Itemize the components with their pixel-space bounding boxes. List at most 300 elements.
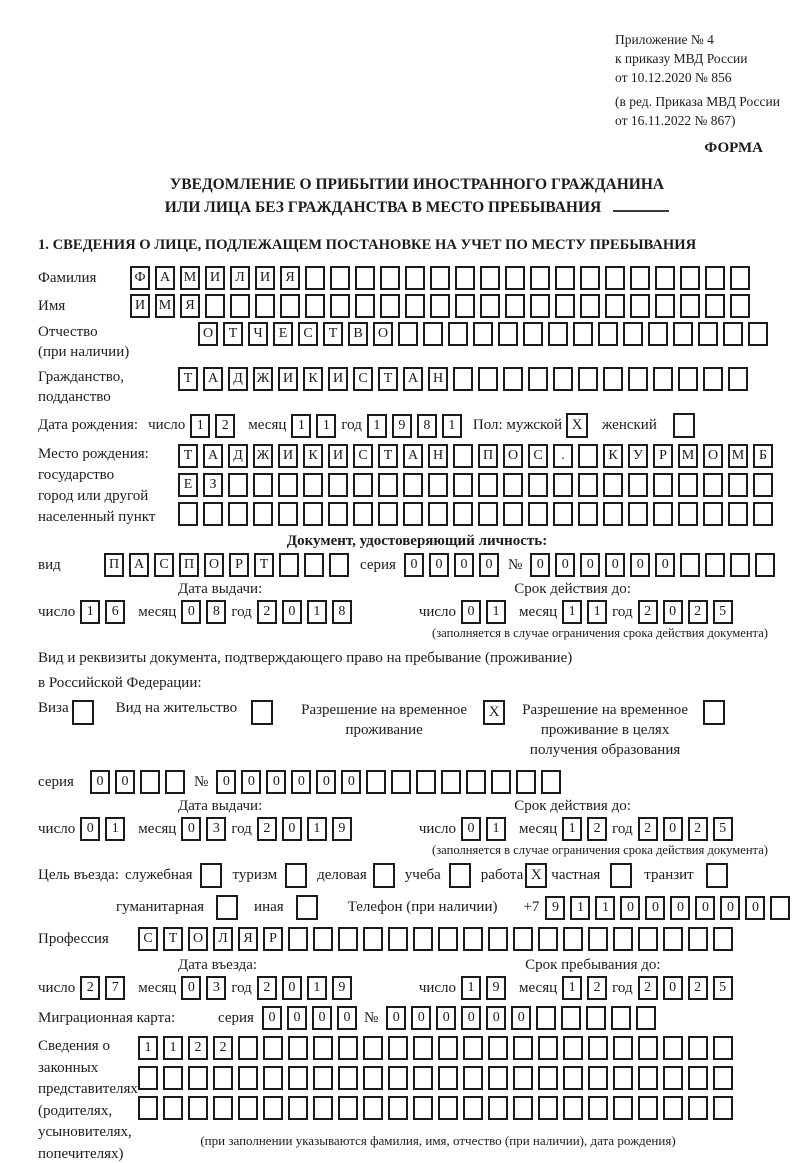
char-cell[interactable] xyxy=(178,502,198,526)
char-cell[interactable] xyxy=(538,1066,558,1090)
char-cell[interactable]: 5 xyxy=(713,976,733,1000)
char-cell[interactable]: О xyxy=(198,322,218,346)
char-cell[interactable]: 0 xyxy=(454,553,474,577)
char-cell[interactable]: И xyxy=(205,266,225,290)
char-cell[interactable] xyxy=(513,1096,533,1120)
char-cell[interactable]: 0 xyxy=(291,770,311,794)
char-cell[interactable]: 7 xyxy=(105,976,125,1000)
purpose-other-checkbox[interactable] xyxy=(296,895,318,920)
birth-day-cells[interactable] xyxy=(190,414,240,438)
char-cell[interactable]: А xyxy=(403,367,423,391)
char-cell[interactable]: И xyxy=(278,444,298,468)
char-cell[interactable] xyxy=(428,473,448,497)
char-cell[interactable] xyxy=(688,1096,708,1120)
char-cell[interactable]: П xyxy=(179,553,199,577)
char-cell[interactable] xyxy=(578,502,598,526)
char-cell[interactable]: 0 xyxy=(663,817,683,841)
char-cell[interactable] xyxy=(578,473,598,497)
char-cell[interactable] xyxy=(730,266,750,290)
char-cell[interactable] xyxy=(430,294,450,318)
migration-number-cells[interactable] xyxy=(386,1006,661,1030)
char-cell[interactable]: 3 xyxy=(206,817,226,841)
char-cell[interactable] xyxy=(630,294,650,318)
char-cell[interactable]: 0 xyxy=(461,600,481,624)
char-cell[interactable] xyxy=(663,1096,683,1120)
char-cell[interactable] xyxy=(538,1036,558,1060)
given-name-cells[interactable] xyxy=(130,294,755,318)
char-cell[interactable]: 9 xyxy=(392,414,412,438)
char-cell[interactable] xyxy=(478,473,498,497)
char-cell[interactable]: 0 xyxy=(266,770,286,794)
char-cell[interactable] xyxy=(488,1036,508,1060)
char-cell[interactable] xyxy=(498,322,518,346)
char-cell[interactable] xyxy=(253,502,273,526)
char-cell[interactable] xyxy=(513,1036,533,1060)
char-cell[interactable] xyxy=(488,1096,508,1120)
char-cell[interactable]: 0 xyxy=(312,1006,332,1030)
char-cell[interactable]: 1 xyxy=(562,600,582,624)
char-cell[interactable]: 2 xyxy=(188,1036,208,1060)
char-cell[interactable]: 9 xyxy=(486,976,506,1000)
purpose-transit-checkbox[interactable] xyxy=(706,863,728,888)
char-cell[interactable]: 1 xyxy=(316,414,336,438)
char-cell[interactable] xyxy=(728,502,748,526)
char-cell[interactable]: 0 xyxy=(486,1006,506,1030)
char-cell[interactable] xyxy=(430,266,450,290)
char-cell[interactable] xyxy=(403,473,423,497)
char-cell[interactable]: 2 xyxy=(638,817,658,841)
char-cell[interactable]: 8 xyxy=(332,600,352,624)
char-cell[interactable] xyxy=(463,1096,483,1120)
char-cell[interactable] xyxy=(428,502,448,526)
char-cell[interactable] xyxy=(705,294,725,318)
residence-valid-month-cells[interactable] xyxy=(562,817,612,841)
char-cell[interactable] xyxy=(363,1066,383,1090)
char-cell[interactable]: 0 xyxy=(645,896,665,920)
char-cell[interactable]: И xyxy=(328,367,348,391)
char-cell[interactable]: Л xyxy=(213,927,233,951)
visa-checkbox[interactable] xyxy=(72,700,94,725)
char-cell[interactable]: 5 xyxy=(713,600,733,624)
char-cell[interactable] xyxy=(548,322,568,346)
char-cell[interactable]: Р xyxy=(263,927,283,951)
doc-valid-day-cells[interactable] xyxy=(461,600,511,624)
char-cell[interactable]: 9 xyxy=(332,976,352,1000)
char-cell[interactable] xyxy=(528,502,548,526)
char-cell[interactable] xyxy=(330,294,350,318)
char-cell[interactable] xyxy=(280,294,300,318)
char-cell[interactable] xyxy=(453,444,473,468)
char-cell[interactable] xyxy=(480,266,500,290)
char-cell[interactable] xyxy=(305,266,325,290)
char-cell[interactable]: С xyxy=(528,444,548,468)
char-cell[interactable] xyxy=(580,294,600,318)
char-cell[interactable] xyxy=(480,294,500,318)
char-cell[interactable]: 2 xyxy=(257,817,277,841)
char-cell[interactable] xyxy=(138,1096,158,1120)
char-cell[interactable]: Е xyxy=(178,473,198,497)
profession-cells[interactable] xyxy=(138,927,738,951)
char-cell[interactable] xyxy=(723,322,743,346)
char-cell[interactable]: 2 xyxy=(688,600,708,624)
char-cell[interactable]: 1 xyxy=(486,817,506,841)
char-cell[interactable] xyxy=(491,770,511,794)
stay-day-cells[interactable] xyxy=(461,976,511,1000)
char-cell[interactable]: К xyxy=(303,367,323,391)
residence-issue-year-cells[interactable] xyxy=(257,817,357,841)
char-cell[interactable] xyxy=(363,927,383,951)
char-cell[interactable] xyxy=(380,266,400,290)
char-cell[interactable] xyxy=(753,473,773,497)
char-cell[interactable] xyxy=(730,553,750,577)
char-cell[interactable] xyxy=(628,367,648,391)
char-cell[interactable] xyxy=(638,1036,658,1060)
char-cell[interactable] xyxy=(653,367,673,391)
char-cell[interactable]: 0 xyxy=(429,553,449,577)
char-cell[interactable] xyxy=(538,1096,558,1120)
char-cell[interactable]: 2 xyxy=(688,817,708,841)
char-cell[interactable]: 0 xyxy=(216,770,236,794)
entry-year-cells[interactable] xyxy=(257,976,357,1000)
char-cell[interactable] xyxy=(278,502,298,526)
char-cell[interactable] xyxy=(353,473,373,497)
char-cell[interactable] xyxy=(638,1096,658,1120)
char-cell[interactable] xyxy=(713,927,733,951)
temp-residence-checkbox[interactable]: X xyxy=(483,700,505,725)
char-cell[interactable]: 8 xyxy=(417,414,437,438)
char-cell[interactable]: 0 xyxy=(663,976,683,1000)
char-cell[interactable]: А xyxy=(155,266,175,290)
char-cell[interactable] xyxy=(463,927,483,951)
char-cell[interactable]: 0 xyxy=(181,817,201,841)
char-cell[interactable] xyxy=(578,444,598,468)
char-cell[interactable] xyxy=(728,367,748,391)
char-cell[interactable] xyxy=(530,266,550,290)
char-cell[interactable] xyxy=(528,367,548,391)
char-cell[interactable]: Ч xyxy=(248,322,268,346)
char-cell[interactable] xyxy=(163,1066,183,1090)
char-cell[interactable] xyxy=(416,770,436,794)
char-cell[interactable] xyxy=(363,1036,383,1060)
char-cell[interactable]: 6 xyxy=(105,600,125,624)
residence-number-cells[interactable] xyxy=(216,770,566,794)
char-cell[interactable] xyxy=(438,1066,458,1090)
migration-series-cells[interactable] xyxy=(262,1006,362,1030)
char-cell[interactable]: Л xyxy=(230,266,250,290)
char-cell[interactable] xyxy=(305,294,325,318)
char-cell[interactable] xyxy=(263,1036,283,1060)
char-cell[interactable] xyxy=(678,473,698,497)
char-cell[interactable] xyxy=(338,1066,358,1090)
char-cell[interactable]: 0 xyxy=(511,1006,531,1030)
residence-issue-month-cells[interactable] xyxy=(181,817,231,841)
char-cell[interactable] xyxy=(770,896,790,920)
char-cell[interactable] xyxy=(638,1066,658,1090)
char-cell[interactable] xyxy=(213,1066,233,1090)
char-cell[interactable]: 0 xyxy=(663,600,683,624)
char-cell[interactable]: М xyxy=(678,444,698,468)
char-cell[interactable]: 2 xyxy=(587,817,607,841)
char-cell[interactable] xyxy=(413,1096,433,1120)
char-cell[interactable] xyxy=(503,473,523,497)
char-cell[interactable]: С xyxy=(154,553,174,577)
char-cell[interactable] xyxy=(313,1066,333,1090)
char-cell[interactable]: З xyxy=(203,473,223,497)
char-cell[interactable] xyxy=(463,1036,483,1060)
char-cell[interactable]: 2 xyxy=(80,976,100,1000)
char-cell[interactable] xyxy=(705,553,725,577)
char-cell[interactable] xyxy=(703,367,723,391)
char-cell[interactable] xyxy=(538,927,558,951)
char-cell[interactable] xyxy=(613,927,633,951)
char-cell[interactable] xyxy=(388,927,408,951)
char-cell[interactable] xyxy=(653,502,673,526)
stay-year-cells[interactable] xyxy=(638,976,738,1000)
sex-female-checkbox[interactable] xyxy=(673,413,695,438)
char-cell[interactable] xyxy=(213,1096,233,1120)
char-cell[interactable] xyxy=(238,1036,258,1060)
char-cell[interactable] xyxy=(503,502,523,526)
representatives-cells-row3[interactable] xyxy=(138,1096,738,1120)
citizenship-cells[interactable] xyxy=(178,367,753,391)
char-cell[interactable] xyxy=(663,1066,683,1090)
char-cell[interactable] xyxy=(678,502,698,526)
char-cell[interactable] xyxy=(636,1006,656,1030)
char-cell[interactable] xyxy=(438,1036,458,1060)
char-cell[interactable]: 0 xyxy=(115,770,135,794)
char-cell[interactable] xyxy=(453,367,473,391)
char-cell[interactable]: 1 xyxy=(570,896,590,920)
char-cell[interactable] xyxy=(363,1096,383,1120)
char-cell[interactable] xyxy=(378,502,398,526)
char-cell[interactable]: Ж xyxy=(253,367,273,391)
char-cell[interactable] xyxy=(503,367,523,391)
doc-issue-year-cells[interactable] xyxy=(257,600,357,624)
char-cell[interactable]: 0 xyxy=(90,770,110,794)
char-cell[interactable] xyxy=(441,770,461,794)
char-cell[interactable] xyxy=(528,473,548,497)
char-cell[interactable]: Е xyxy=(273,322,293,346)
char-cell[interactable]: Т xyxy=(223,322,243,346)
char-cell[interactable] xyxy=(553,502,573,526)
char-cell[interactable] xyxy=(255,294,275,318)
char-cell[interactable] xyxy=(586,1006,606,1030)
char-cell[interactable] xyxy=(303,473,323,497)
temp-residence-education-checkbox[interactable] xyxy=(703,700,725,725)
char-cell[interactable] xyxy=(563,1066,583,1090)
char-cell[interactable] xyxy=(713,1096,733,1120)
char-cell[interactable] xyxy=(288,1036,308,1060)
char-cell[interactable] xyxy=(205,294,225,318)
char-cell[interactable] xyxy=(623,322,643,346)
char-cell[interactable] xyxy=(391,770,411,794)
char-cell[interactable] xyxy=(505,266,525,290)
char-cell[interactable] xyxy=(288,1066,308,1090)
char-cell[interactable]: Д xyxy=(228,444,248,468)
char-cell[interactable] xyxy=(588,1066,608,1090)
char-cell[interactable]: Ж xyxy=(253,444,273,468)
char-cell[interactable] xyxy=(228,473,248,497)
char-cell[interactable] xyxy=(755,553,775,577)
char-cell[interactable] xyxy=(598,322,618,346)
char-cell[interactable] xyxy=(588,1036,608,1060)
char-cell[interactable]: 0 xyxy=(530,553,550,577)
char-cell[interactable] xyxy=(413,1066,433,1090)
char-cell[interactable]: Б xyxy=(753,444,773,468)
char-cell[interactable]: 0 xyxy=(479,553,499,577)
char-cell[interactable] xyxy=(238,1096,258,1120)
char-cell[interactable]: П xyxy=(478,444,498,468)
char-cell[interactable]: И xyxy=(130,294,150,318)
char-cell[interactable]: 9 xyxy=(545,896,565,920)
char-cell[interactable] xyxy=(703,473,723,497)
char-cell[interactable]: 3 xyxy=(206,976,226,1000)
doc-issue-day-cells[interactable] xyxy=(80,600,130,624)
purpose-tourism-checkbox[interactable] xyxy=(285,863,307,888)
char-cell[interactable]: 0 xyxy=(580,553,600,577)
char-cell[interactable]: 0 xyxy=(337,1006,357,1030)
char-cell[interactable]: 0 xyxy=(341,770,361,794)
char-cell[interactable] xyxy=(230,294,250,318)
char-cell[interactable] xyxy=(541,770,561,794)
char-cell[interactable]: 0 xyxy=(241,770,261,794)
char-cell[interactable]: С xyxy=(138,927,158,951)
char-cell[interactable] xyxy=(578,367,598,391)
char-cell[interactable] xyxy=(553,473,573,497)
char-cell[interactable] xyxy=(673,322,693,346)
char-cell[interactable] xyxy=(403,502,423,526)
char-cell[interactable]: Д xyxy=(228,367,248,391)
title-blank-line[interactable] xyxy=(613,198,669,212)
char-cell[interactable]: 0 xyxy=(181,976,201,1000)
representatives-cells-row1[interactable] xyxy=(138,1036,738,1060)
char-cell[interactable] xyxy=(513,1066,533,1090)
char-cell[interactable] xyxy=(713,1066,733,1090)
char-cell[interactable]: М xyxy=(180,266,200,290)
char-cell[interactable] xyxy=(303,502,323,526)
char-cell[interactable]: 0 xyxy=(695,896,715,920)
residence-permit-checkbox[interactable] xyxy=(251,700,273,725)
char-cell[interactable] xyxy=(680,266,700,290)
char-cell[interactable] xyxy=(580,266,600,290)
char-cell[interactable]: 1 xyxy=(562,976,582,1000)
char-cell[interactable]: С xyxy=(353,444,373,468)
char-cell[interactable] xyxy=(663,927,683,951)
char-cell[interactable] xyxy=(203,502,223,526)
char-cell[interactable] xyxy=(688,927,708,951)
doc-series-cells[interactable] xyxy=(404,553,504,577)
char-cell[interactable]: 0 xyxy=(745,896,765,920)
representatives-cells-row2[interactable] xyxy=(138,1066,738,1090)
char-cell[interactable] xyxy=(688,1036,708,1060)
char-cell[interactable] xyxy=(728,473,748,497)
char-cell[interactable] xyxy=(313,927,333,951)
char-cell[interactable]: 8 xyxy=(206,600,226,624)
char-cell[interactable] xyxy=(648,322,668,346)
char-cell[interactable] xyxy=(353,502,373,526)
char-cell[interactable] xyxy=(680,553,700,577)
char-cell[interactable] xyxy=(563,1036,583,1060)
char-cell[interactable] xyxy=(603,473,623,497)
char-cell[interactable]: Я xyxy=(280,266,300,290)
char-cell[interactable] xyxy=(330,266,350,290)
char-cell[interactable] xyxy=(438,927,458,951)
purpose-business-checkbox[interactable] xyxy=(373,863,395,888)
char-cell[interactable] xyxy=(573,322,593,346)
char-cell[interactable]: 5 xyxy=(713,817,733,841)
char-cell[interactable] xyxy=(338,1096,358,1120)
char-cell[interactable] xyxy=(473,322,493,346)
char-cell[interactable]: 2 xyxy=(257,976,277,1000)
char-cell[interactable] xyxy=(753,502,773,526)
char-cell[interactable] xyxy=(630,266,650,290)
char-cell[interactable]: Т xyxy=(323,322,343,346)
char-cell[interactable]: 0 xyxy=(461,817,481,841)
char-cell[interactable]: 0 xyxy=(620,896,640,920)
char-cell[interactable] xyxy=(423,322,443,346)
char-cell[interactable]: 0 xyxy=(655,553,675,577)
char-cell[interactable]: 0 xyxy=(555,553,575,577)
purpose-study-checkbox[interactable] xyxy=(449,863,471,888)
char-cell[interactable] xyxy=(663,1036,683,1060)
char-cell[interactable]: 2 xyxy=(213,1036,233,1060)
char-cell[interactable]: 0 xyxy=(262,1006,282,1030)
char-cell[interactable]: О xyxy=(503,444,523,468)
char-cell[interactable] xyxy=(680,294,700,318)
char-cell[interactable] xyxy=(328,473,348,497)
char-cell[interactable] xyxy=(453,473,473,497)
char-cell[interactable]: 2 xyxy=(215,414,235,438)
char-cell[interactable]: К xyxy=(603,444,623,468)
char-cell[interactable]: Т xyxy=(254,553,274,577)
char-cell[interactable] xyxy=(603,502,623,526)
residence-series-cells[interactable] xyxy=(90,770,190,794)
char-cell[interactable] xyxy=(588,1096,608,1120)
char-cell[interactable] xyxy=(253,473,273,497)
char-cell[interactable] xyxy=(405,266,425,290)
char-cell[interactable] xyxy=(488,1066,508,1090)
char-cell[interactable] xyxy=(628,502,648,526)
char-cell[interactable] xyxy=(563,1096,583,1120)
char-cell[interactable] xyxy=(188,1096,208,1120)
char-cell[interactable] xyxy=(561,1006,581,1030)
char-cell[interactable]: Н xyxy=(428,444,448,468)
char-cell[interactable]: 0 xyxy=(670,896,690,920)
char-cell[interactable]: 1 xyxy=(595,896,615,920)
char-cell[interactable] xyxy=(613,1096,633,1120)
purpose-humanitarian-checkbox[interactable] xyxy=(216,895,238,920)
char-cell[interactable] xyxy=(505,294,525,318)
char-cell[interactable] xyxy=(338,927,358,951)
char-cell[interactable]: 0 xyxy=(720,896,740,920)
char-cell[interactable] xyxy=(530,294,550,318)
patronymic-cells[interactable] xyxy=(198,322,773,346)
char-cell[interactable]: В xyxy=(348,322,368,346)
char-cell[interactable]: 1 xyxy=(138,1036,158,1060)
char-cell[interactable]: А xyxy=(203,367,223,391)
char-cell[interactable]: О xyxy=(188,927,208,951)
char-cell[interactable]: 0 xyxy=(282,600,302,624)
char-cell[interactable]: Н xyxy=(428,367,448,391)
char-cell[interactable]: Я xyxy=(180,294,200,318)
char-cell[interactable] xyxy=(478,502,498,526)
char-cell[interactable] xyxy=(588,927,608,951)
char-cell[interactable] xyxy=(563,927,583,951)
residence-valid-year-cells[interactable] xyxy=(638,817,738,841)
char-cell[interactable] xyxy=(553,367,573,391)
doc-kind-cells[interactable] xyxy=(104,553,354,577)
char-cell[interactable]: 0 xyxy=(461,1006,481,1030)
